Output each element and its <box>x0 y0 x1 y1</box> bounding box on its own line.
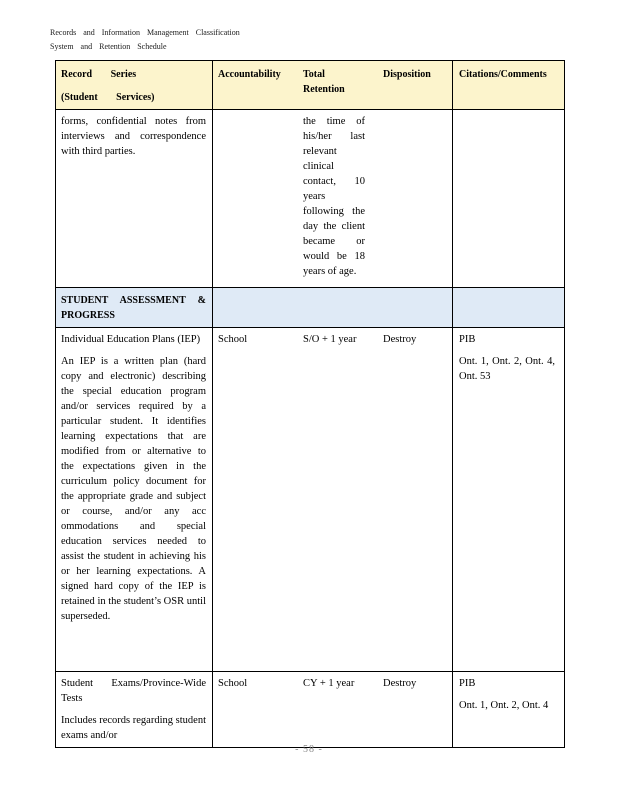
continuation-citations-cell <box>453 110 564 287</box>
doc-header-line2: System and Retention Schedule <box>50 42 167 51</box>
retention-value: CY + 1 year <box>303 678 355 689</box>
col-header-total-retention: Total Retention <box>303 69 345 95</box>
disposition-value: Destroy <box>383 678 417 689</box>
section-middle-cell <box>213 288 453 327</box>
table-header-row <box>56 61 564 110</box>
doc-header <box>50 26 260 54</box>
record-title: Individual Education Plans (IEP) <box>61 334 201 345</box>
col-header-record-series <box>56 61 213 109</box>
citations-pib-label: PIB <box>459 334 476 345</box>
citations-list: Ont. 1, Ont. 2, Ont. 4, Ont. 53 <box>459 356 555 382</box>
page-number: - 58 - <box>295 744 323 755</box>
col-header-citations: Citations/Comments <box>459 69 547 80</box>
section-citations-cell <box>453 288 564 327</box>
record-title: Student Exams/Province-Wide Tests <box>61 678 206 704</box>
accountability-value: School <box>218 334 248 345</box>
continuation-accountability-cell <box>213 110 303 287</box>
section-title: STUDENT ASSESSMENT & PROGRESS <box>61 295 206 321</box>
record-series-header-sublabel: (Student Services) <box>61 92 155 103</box>
section-row <box>56 288 564 328</box>
record-description: An IEP is a written plan (hard copy and electronic) describing the special education program and/or services required by a particular student. It identifies learning expectations that are modified from or alternative to the expectations given in the curriculum policy document for the appropriate grade and subject or course, and/or any acc ommodations and special education services needed to assist the student in achieving his or her learning expectations. A signed hard copy of the IEP is retained in the student’s OSR until superseded. <box>61 356 206 622</box>
col-header-disposition: Disposition <box>383 69 431 80</box>
record-row-student-exams <box>56 672 564 747</box>
continuation-disposition-cell <box>383 110 452 287</box>
disposition-value: Destroy <box>383 334 417 345</box>
record-description: Includes records regarding student exams and/or <box>61 715 206 741</box>
citations-list: Ont. 1, Ont. 2, Ont. 4 <box>459 700 549 711</box>
citations-pib-label: PIB <box>459 678 476 689</box>
retention-value: S/O + 1 year <box>303 334 357 345</box>
accountability-value: School <box>218 678 248 689</box>
continuation-row <box>56 110 564 288</box>
retention-schedule-table <box>55 60 565 748</box>
col-header-middle-group <box>213 61 453 109</box>
continuation-record-series-text: forms, confidential notes from interviews and correspondence with third parties. <box>61 116 206 157</box>
continuation-retention-text: the time of his/her last relevant clinical contact, 10 years following the day the client became or would be 18 years of age. <box>303 116 365 277</box>
doc-header-line1: Records and Information Management Classification <box>50 28 240 37</box>
col-header-accountability: Accountability <box>218 69 281 80</box>
record-row-iep <box>56 328 564 672</box>
record-series-header-label: Record Series <box>61 69 137 80</box>
